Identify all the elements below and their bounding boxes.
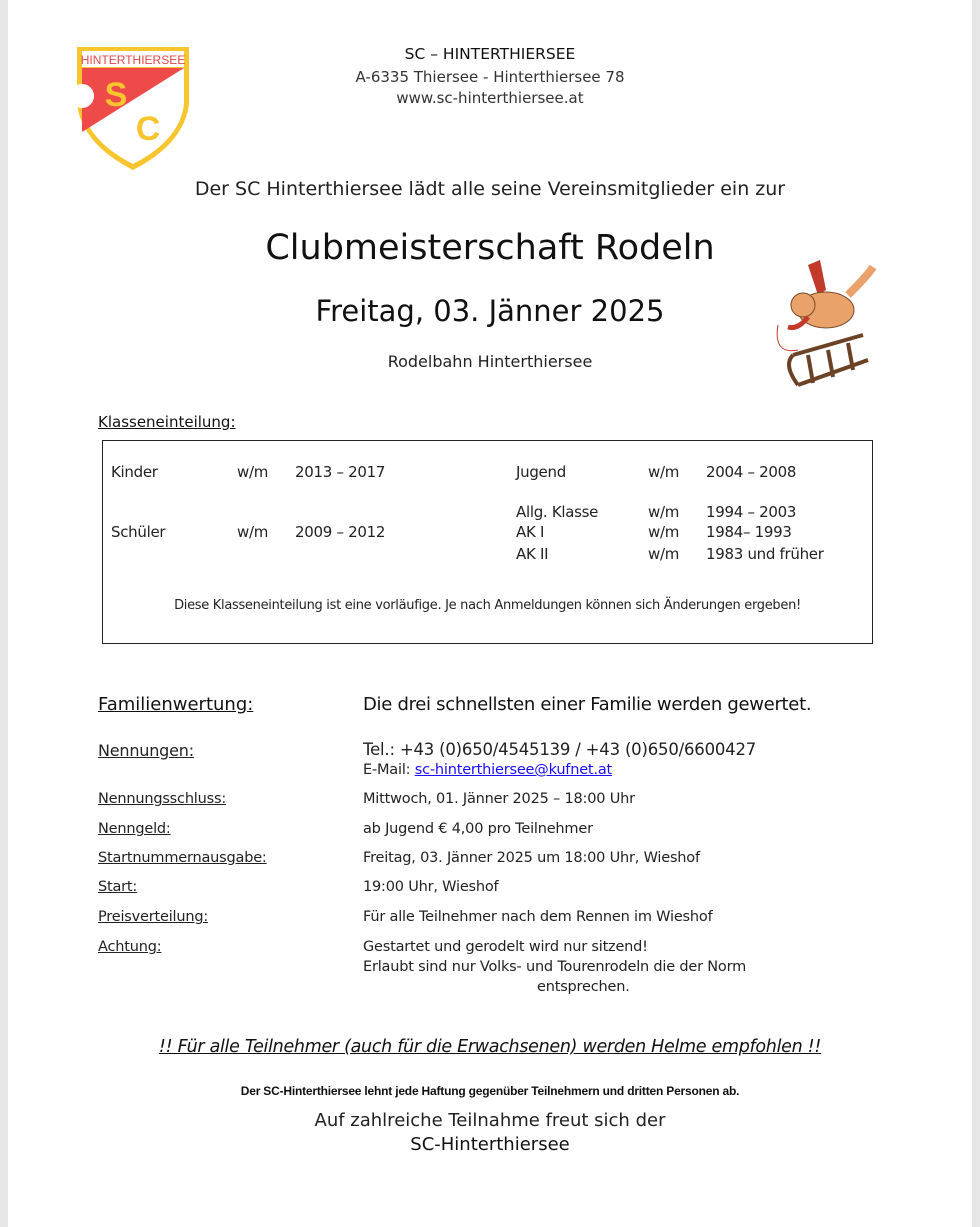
- info-label: Preisverteilung:: [98, 909, 209, 925]
- email-link[interactable]: sc-hinterthiersee@kufnet.at: [414, 762, 612, 778]
- info-label: Nennungsschluss:: [98, 791, 227, 807]
- shield-logo-icon: [74, 44, 192, 172]
- closing-line: Auf zahlreiche Teilnahme freut sich der: [314, 1110, 666, 1131]
- class-gender: w/m: [237, 523, 269, 541]
- class-gender: w/m: [648, 523, 680, 541]
- class-years: 1994 – 2003: [706, 503, 797, 521]
- class-years: 1984– 1993: [706, 523, 792, 541]
- club-website: www.sc-hinterthiersee.at: [396, 89, 584, 107]
- class-years: 2013 – 2017: [295, 463, 386, 481]
- helmet-notice: !! Für alle Teilnehmer (auch für die Erwachsenen) werden Helme empfohlen !!: [158, 1037, 822, 1057]
- club-address: A-6335 Thiersee - Hinterthiersee 78: [355, 68, 625, 86]
- class-gender: w/m: [648, 545, 680, 563]
- class-name: Jugend: [516, 463, 566, 481]
- email-prefix: E-Mail:: [363, 762, 415, 778]
- class-name: AK I: [516, 523, 545, 541]
- phone-numbers: Tel.: +43 (0)650/4545139 / +43 (0)650/6600427: [363, 740, 757, 759]
- info-value: Mittwoch, 01. Jänner 2025 – 18:00 Uhr: [363, 791, 635, 807]
- event-location: Rodelbahn Hinterthiersee: [387, 352, 593, 371]
- nennungen-label: Nennungen:: [98, 741, 194, 760]
- email-line: [363, 762, 612, 778]
- class-gender: w/m: [648, 503, 680, 521]
- info-label: Startnummernausgabe:: [98, 850, 267, 866]
- class-gender: w/m: [237, 463, 269, 481]
- class-name: Allg. Klasse: [516, 503, 599, 521]
- info-value: Freitag, 03. Jänner 2025 um 18:00 Uhr, Wieshof: [363, 850, 700, 866]
- svg-text:S: S: [104, 76, 128, 114]
- class-years: 1983 und früher: [706, 545, 824, 563]
- svg-text:HINTERTHIERSEE: HINTERTHIERSEE: [80, 53, 186, 67]
- class-gender: w/m: [648, 463, 680, 481]
- info-label: Start:: [98, 879, 138, 895]
- invitation-text: Der SC Hinterthiersee lädt alle seine Vereinsmitglieder ein zur: [194, 178, 786, 200]
- class-name: AK II: [516, 545, 549, 563]
- class-name: Kinder: [111, 463, 158, 481]
- info-value: ab Jugend € 4,00 pro Teilnehmer: [363, 821, 593, 837]
- sled-cat-icon: [768, 255, 883, 397]
- sledding-cat-illustration: [768, 255, 883, 401]
- svg-text:C: C: [135, 110, 161, 148]
- info-value: entsprechen.: [537, 979, 630, 995]
- closing-signature: SC-Hinterthiersee: [410, 1134, 570, 1155]
- family-value: Die drei schnellsten einer Familie werden gewertet.: [363, 694, 812, 715]
- info-value: Für alle Teilnehmer nach dem Rennen im Wieshof: [363, 909, 713, 925]
- info-value: 19:00 Uhr, Wieshof: [363, 879, 499, 895]
- event-title: Clubmeisterschaft Rodeln: [265, 228, 715, 268]
- info-label: Nenngeld:: [98, 821, 171, 837]
- club-name: SC – HINTERTHIERSEE: [404, 45, 576, 63]
- class-name: Schüler: [111, 523, 166, 541]
- liability-disclaimer: Der SC-Hinterthiersee lehnt jede Haftung gegenüber Teilnehmern und dritten Personen ab.: [240, 1084, 740, 1098]
- club-logo: [74, 44, 192, 176]
- info-value: Gestartet und gerodelt wird nur sitzend!: [363, 939, 648, 955]
- info-value: Erlaubt sind nur Volks- und Tourenrodeln die der Norm: [363, 959, 747, 975]
- classes-heading: Klasseneinteilung:: [98, 413, 236, 431]
- family-label: Familienwertung:: [98, 694, 254, 715]
- class-years: 2009 – 2012: [295, 523, 386, 541]
- classes-note: Diese Klasseneinteilung ist eine vorläufige. Je nach Anmeldungen können sich Änderungen ergeben!: [174, 598, 801, 613]
- event-date: Freitag, 03. Jänner 2025: [315, 294, 665, 328]
- class-years: 2004 – 2008: [706, 463, 797, 481]
- info-label: Achtung:: [98, 939, 162, 955]
